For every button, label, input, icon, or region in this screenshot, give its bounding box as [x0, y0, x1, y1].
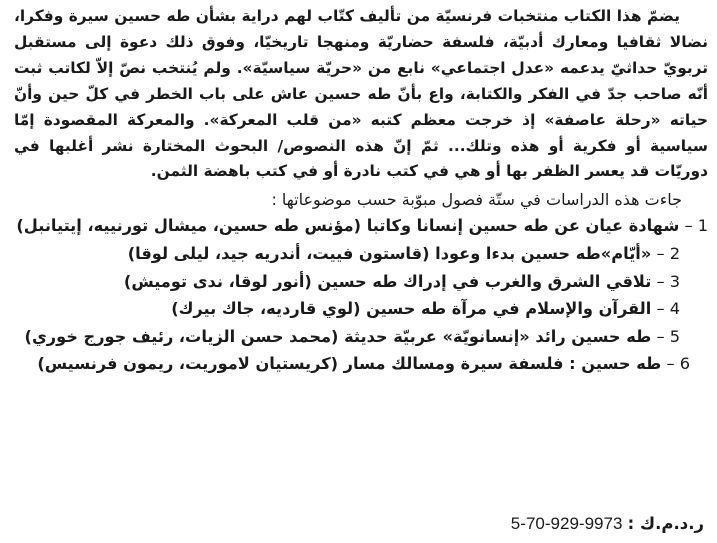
chapter-item [14, 213, 708, 239]
chapter-title: القرآن والإسلام في مرآة طه حسين (لوي قارديه، جاك بيرك) [171, 299, 652, 319]
chapter-separator: – [661, 354, 680, 374]
chapter-title: طه حسين : فلسفة سيرة ومسالك مسار (كريستيان لاموريت، ريمون فرنسيس) [37, 354, 662, 374]
chapter-separator: – [651, 243, 670, 263]
chapter-number: 3 [669, 271, 680, 291]
chapter-item [14, 324, 708, 350]
chapter-separator: – [679, 216, 698, 236]
isbn-line [468, 512, 704, 536]
isbn-value: 9973-929-70-5 [510, 514, 623, 533]
chapter-separator: – [651, 299, 670, 319]
chapter-number: 1 [697, 216, 708, 236]
chapter-title: «أيّام»طه حسين بدءا وعودا (قاستون فييت، أندريه جيد، ليلى لوقا) [127, 243, 652, 263]
chapter-number: 2 [669, 243, 680, 263]
chapter-list [14, 213, 708, 377]
chapter-separator: – [651, 326, 670, 346]
intro-paragraph: يضمّ هذا الكتاب منتخبات فرنسيّة من تأليف كتّاب لهم دراية بشأن طه حسين سيرة وفكرا، نضالا ثقافيا ومعارك أدبيّة، فلسفة حضاريّة ومنهجا تاريخيّا، وفوق ذلك دعوة إلى مستقبل تربويّ حداثيّ يدعمه «عدل اجتماعي» نابع من «حريّة سياسيّة». ولم يُنتخب نصّ إلاّ لكاتب ثبت أنّه صاحب جدّ في الفكر والكتابة، واع بأنّ طه حسين عاش على باب الخطر في كلّ حين وأنّ حياته «رحلة عاصفة» إذ خرجت معظم كتبه «من قلب المعركة». والمعركة المقصودة إمّا سياسية أو فكرية أو هذه وتلك... ثمّ إنّ هذه النصوص/ البحوث المختارة نشر أغلبها في دوريّات قد يعسر الظفر بها أو هي في كتب نادرة أو في كتب باهضة الثمن. [14, 7, 708, 181]
chapter-title: شهادة عيان عن طه حسين إنسانا وكاتبا (مؤنس طه حسين، ميشال تورنييه، إيتيانبل) [16, 216, 680, 236]
chapter-title: تلاقي الشرق والغرب في إدراك طه حسين (أنور لوقا، ندى توميش) [123, 271, 652, 291]
isbn-label: ر.د.م.ك : [627, 514, 704, 533]
chapter-item [14, 351, 708, 377]
chapter-separator: – [651, 271, 670, 291]
chapter-title: طه حسين رائد «إنسانويّة» عربيّة حديثة (محمد حسن الزيات، رئيف جورج خوري) [24, 326, 652, 346]
chapter-item [14, 296, 708, 322]
chapter-number: 4 [669, 299, 680, 319]
chapter-number: 5 [669, 326, 680, 346]
chapter-item [14, 241, 708, 267]
chapter-number: 6 [679, 354, 690, 374]
contents-intro: جاءت هذه الدراسات في ستّة فصول مبوّبة حسب موضوعاتها : [271, 190, 682, 210]
chapter-item [14, 269, 708, 295]
book-back-cover-text [14, 4, 708, 379]
